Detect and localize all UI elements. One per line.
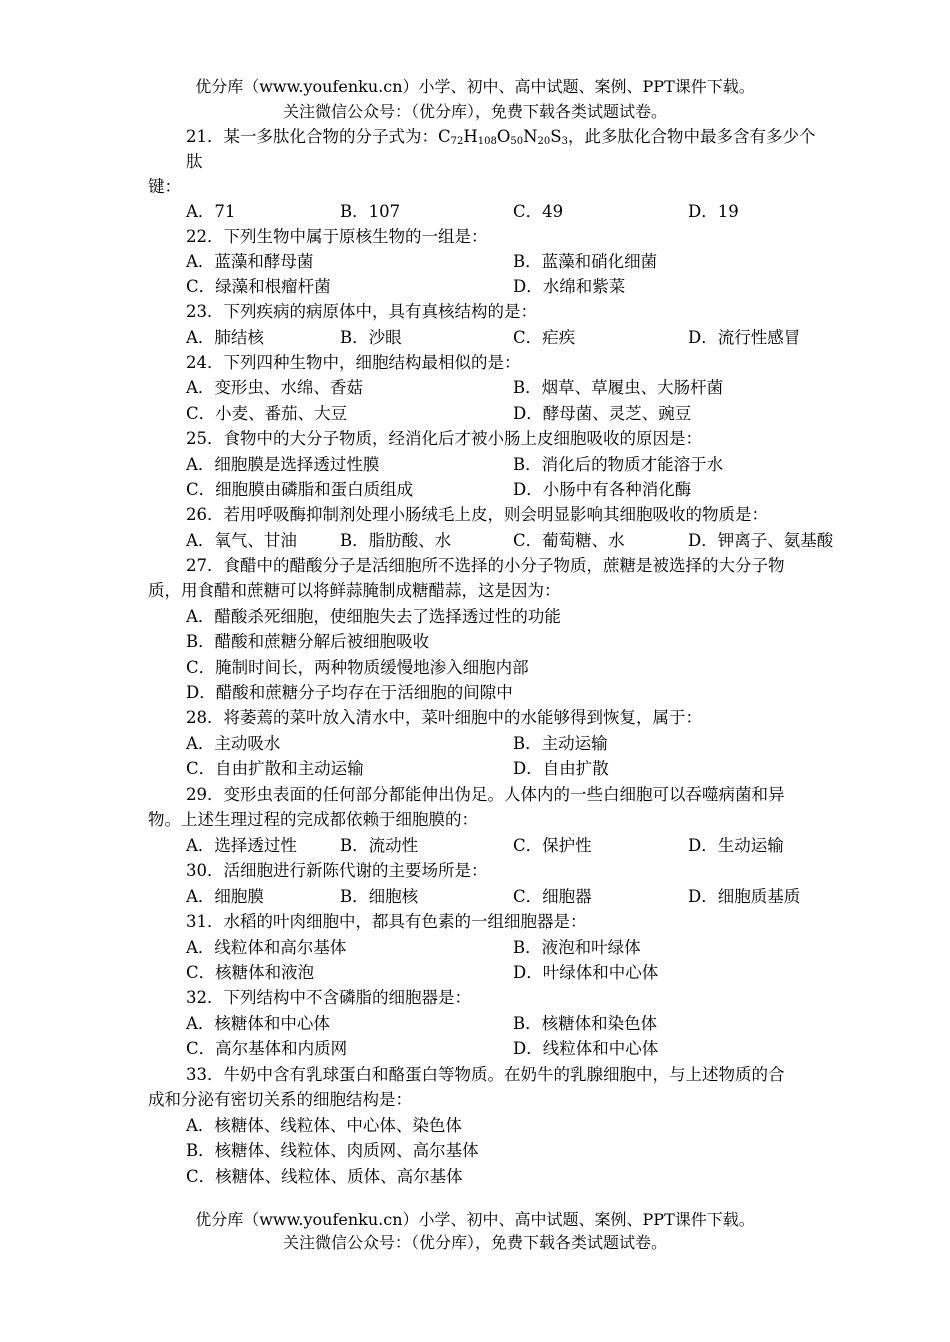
question-30-option-d: D．细胞质基质 bbox=[688, 887, 801, 906]
question-26-option-d: D．钾离子、氨基酸 bbox=[688, 531, 834, 550]
question-24-option-b: B．烟草、草履虫、大肠杆菌 bbox=[513, 378, 724, 397]
question-27-option-d: D．醋酸和蔗糖分子均存在于活细胞的间隙中 bbox=[186, 683, 513, 702]
question-32-stem: 32．下列结构中不含磷脂的细胞器是： bbox=[186, 988, 471, 1007]
question-25-option-a: A．细胞膜是选择透过性膜 bbox=[186, 455, 380, 474]
question-22-option-b: B．蓝藻和硝化细菌 bbox=[513, 252, 658, 271]
question-27-option-b: B．醋酸和蔗糖分解后被细胞吸收 bbox=[186, 632, 430, 651]
header-line-1: 优分库（www.youfenku.cn）小学、初中、高中试题、案例、PPT课件下载。 bbox=[195, 77, 755, 96]
question-29-option-b: B．流动性 bbox=[340, 836, 419, 855]
question-22-option-d: D．水绵和紫菜 bbox=[513, 277, 626, 296]
question-24-option-c: C．小麦、番茄、大豆 bbox=[186, 404, 348, 423]
question-33-option-a: A．核糖体、线粒体、中心体、染色体 bbox=[186, 1116, 462, 1135]
question-29-option-a: A．选择透过性 bbox=[186, 836, 297, 855]
question-32-option-b: B．核糖体和染色体 bbox=[513, 1014, 658, 1033]
question-29-stem: 29．变形虫表面的任何部分都能伸出伪足。人体内的一些白细胞可以吞噬病菌和异 bbox=[186, 785, 785, 804]
question-23-option-a: A．肺结核 bbox=[186, 328, 264, 347]
question-32-option-c: C．高尔基体和内质网 bbox=[186, 1039, 348, 1058]
question-26-option-a: A．氧气、甘油 bbox=[186, 531, 297, 550]
question-29-option-d: D．生动运输 bbox=[688, 836, 784, 855]
question-27-option-c: C．腌制时间长，两种物质缓慢地渗入细胞内部 bbox=[186, 658, 529, 677]
question-27-stem-cont: 质，用食醋和蔗糖可以将鲜蒜腌制成糖醋蒜，这是因为： bbox=[148, 581, 561, 600]
question-28-option-c: C．自由扩散和主动运输 bbox=[186, 759, 364, 778]
question-26-option-b: B．脂肪酸、水 bbox=[340, 531, 452, 550]
question-23-option-d: D．流行性感冒 bbox=[688, 328, 801, 347]
question-21-option-b: B．107 bbox=[340, 202, 401, 221]
question-31-option-d: D．叶绿体和中心体 bbox=[513, 963, 659, 982]
question-32-option-a: A．核糖体和中心体 bbox=[186, 1014, 330, 1033]
footer-line-1: 优分库（www.youfenku.cn）小学、初中、高中试题、案例、PPT课件下载。 bbox=[195, 1210, 755, 1229]
question-21-stem-wrap: 肽 bbox=[186, 152, 203, 171]
question-31-option-c: C．核糖体和液泡 bbox=[186, 963, 315, 982]
question-21-stem-wrap-2: 键： bbox=[148, 177, 181, 196]
question-24-stem: 24．下列四种生物中，细胞结构最相似的是： bbox=[186, 353, 521, 372]
question-33-option-b: B．核糖体、线粒体、肉质网、高尔基体 bbox=[186, 1141, 479, 1160]
question-28-option-b: B．主动运输 bbox=[513, 734, 608, 753]
question-27-option-a: A．醋酸杀死细胞，使细胞失去了选择透过性的功能 bbox=[186, 607, 561, 626]
question-25-option-c: C．细胞膜由磷脂和蛋白质组成 bbox=[186, 480, 414, 499]
question-21-option-d: D．19 bbox=[688, 202, 739, 221]
question-32-option-d: D．线粒体和中心体 bbox=[513, 1039, 659, 1058]
question-33-stem-cont: 成和分泌有密切关系的细胞结构是： bbox=[148, 1090, 412, 1109]
question-26-stem: 26．若用呼吸酶抑制剂处理小肠绒毛上皮，则会明显影响其细胞吸收的物质是： bbox=[186, 505, 768, 524]
question-28-option-a: A．主动吸水 bbox=[186, 734, 281, 753]
question-23-stem: 23．下列疾病的病原体中，具有真核结构的是： bbox=[186, 302, 537, 321]
question-25-option-d: D．小肠中有各种消化酶 bbox=[513, 480, 692, 499]
question-21-option-c: C．49 bbox=[513, 202, 564, 221]
question-26-option-c: C．葡萄糖、水 bbox=[513, 531, 625, 550]
question-28-stem: 28．将萎蔫的菜叶放入清水中，菜叶细胞中的水能够得到恢复，属于： bbox=[186, 708, 702, 727]
question-27-stem: 27．食醋中的醋酸分子是活细胞所不选择的小分子物质，蔗糖是被选择的大分子物 bbox=[186, 556, 785, 575]
question-24-option-a: A．变形虫、水绵、香菇 bbox=[186, 378, 363, 397]
question-28-option-d: D．自由扩散 bbox=[513, 759, 609, 778]
question-22-option-c: C．绿藻和根瘤杆菌 bbox=[186, 277, 331, 296]
question-29-option-c: C．保护性 bbox=[513, 836, 592, 855]
question-25-option-b: B．消化后的物质才能溶于水 bbox=[513, 455, 724, 474]
question-24-option-d: D．酵母菌、灵芝、豌豆 bbox=[513, 404, 692, 423]
question-31-stem: 31．水稻的叶肉细胞中，都具有色素的一组细胞器是： bbox=[186, 912, 587, 931]
question-25-stem: 25．食物中的大分子物质，经消化后才被小肠上皮细胞吸收的原因是： bbox=[186, 429, 702, 448]
question-30-option-b: B．细胞核 bbox=[340, 887, 419, 906]
question-31-option-a: A．线粒体和高尔基体 bbox=[186, 938, 347, 957]
question-21-option-a: A．71 bbox=[186, 202, 236, 221]
question-33-option-c: C．核糖体、线粒体、质体、高尔基体 bbox=[186, 1167, 463, 1186]
question-30-option-a: A．细胞膜 bbox=[186, 887, 264, 906]
question-30-option-c: C．细胞器 bbox=[513, 887, 592, 906]
question-33-stem: 33．牛奶中含有乳球蛋白和酪蛋白等物质。在奶牛的乳腺细胞中，与上述物质的合 bbox=[186, 1065, 785, 1084]
question-23-option-b: B．沙眼 bbox=[340, 328, 402, 347]
header-line-2: 关注微信公众号：（优分库），免费下载各类试题试卷。 bbox=[282, 102, 667, 121]
footer-line-2: 关注微信公众号：（优分库），免费下载各类试题试卷。 bbox=[282, 1233, 667, 1252]
question-21-stem: 21．某一多肽化合物的分子式为：$C_{72}H_{108}O_{50}N_{20}S_3$，此多肽化合物中最多含有多少个 bbox=[186, 127, 816, 147]
question-23-option-c: C．疟疾 bbox=[513, 328, 576, 347]
question-22-stem: 22．下列生物中属于原核生物的一组是： bbox=[186, 227, 488, 246]
question-22-option-a: A．蓝藻和酵母菌 bbox=[186, 252, 314, 271]
question-29-stem-cont: 物。上述生理过程的完成都依赖于细胞膜的： bbox=[148, 810, 478, 829]
question-30-stem: 30．活细胞进行新陈代谢的主要场所是： bbox=[186, 861, 488, 880]
question-31-option-b: B．液泡和叶绿体 bbox=[513, 938, 641, 957]
